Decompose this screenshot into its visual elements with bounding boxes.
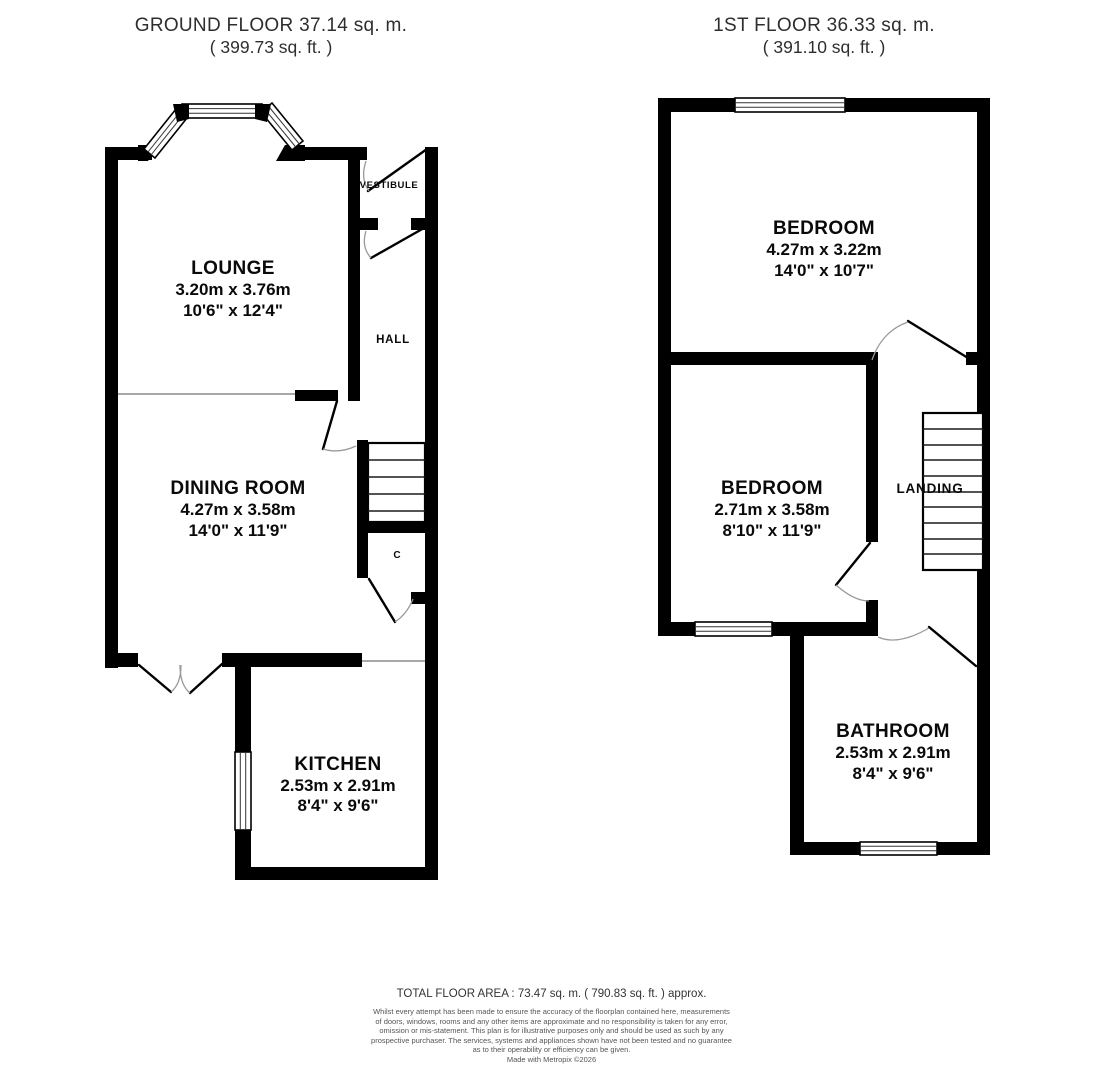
wall-segment — [866, 352, 878, 542]
disclaimer-line: as to their operability or efficiency can be given. — [472, 1045, 631, 1055]
bedroom-back-label: BEDROOM — [720, 478, 824, 499]
bedroom-front-metric: 4.27m x 3.22m — [766, 240, 882, 259]
bedroom-back-imperial: 8'10" x 11'9" — [722, 521, 822, 540]
bedroom-back-metric: 2.71m x 3.58m — [714, 500, 830, 519]
ground-floor-title-line1: GROUND FLOOR 37.14 sq. m. — [134, 15, 408, 36]
wall-segment — [425, 147, 438, 880]
bathroom-imperial: 8'4" x 9'6" — [852, 764, 934, 783]
window-pane — [235, 752, 251, 830]
wall-segment — [357, 440, 368, 578]
wall-segment — [411, 592, 425, 604]
wall-segment — [235, 867, 425, 880]
lounge-imperial: 10'6" x 12'4" — [183, 301, 283, 320]
door-arc — [836, 585, 869, 601]
bedroom-front-door — [872, 321, 968, 360]
landing-label: LANDING — [896, 481, 964, 496]
kitchen-imperial: 8'4" x 9'6" — [297, 796, 379, 815]
door-leaf — [323, 401, 337, 449]
window-pane — [695, 622, 772, 636]
door-leaf — [371, 228, 424, 258]
wall-segment — [790, 622, 804, 855]
disclaimer-line: of doors, windows, rooms and any other items are approximate and no responsibility is taken for any error, — [375, 1016, 728, 1026]
bedroom-front-window — [735, 98, 845, 112]
wall-segment — [105, 147, 118, 668]
bedroom-front-label: BEDROOM — [772, 218, 876, 239]
bathroom-window — [860, 842, 937, 855]
disclaimer — [0, 1007, 1103, 1065]
lounge-metric: 3.20m x 3.76m — [175, 280, 291, 299]
footer — [0, 988, 1103, 1065]
window-pane — [860, 842, 937, 855]
kitchen-label: KITCHEN — [294, 754, 382, 775]
bedroom-front-imperial: 14'0" x 10'7" — [774, 261, 874, 280]
lounge-label: LOUNGE — [191, 258, 275, 279]
disclaimer-line: Whilst every attempt has been made to ensure the accuracy of the floorplan contained here, measurements — [373, 1007, 730, 1016]
stairs-outline — [368, 443, 425, 522]
door-leaf — [139, 665, 171, 692]
metropix-credit: Made with Metropix ©2026 — [506, 1054, 597, 1064]
dining-double-doors — [139, 664, 222, 693]
bedroom-back-window — [695, 622, 772, 636]
total-floor-area: TOTAL FLOOR AREA : 73.47 sq. m. ( 790.83 sq. ft. ) approx. — [396, 988, 707, 1000]
bay-window-centre-pane — [182, 104, 262, 118]
wall-segment — [348, 218, 378, 230]
dining-room-metric: 4.27m x 3.58m — [180, 500, 296, 519]
vestibule-label: VESTIBULE — [359, 180, 419, 191]
kitchen-metric: 2.53m x 2.91m — [280, 776, 396, 795]
bedroom-back-door — [836, 543, 870, 601]
kitchen-window — [235, 752, 251, 830]
wall-segment — [966, 352, 990, 365]
ground-floor-title-line2: ( 399.73 sq. ft. ) — [209, 37, 333, 57]
door-leaf — [190, 664, 222, 693]
bathroom-door — [878, 627, 976, 666]
disclaimer-line: prospective purchaser. The services, systems and appliances shown have not been tested and no guarantee — [371, 1035, 732, 1045]
bay-window — [138, 103, 305, 161]
disclaimer-line: omission or mis-statement. This plan is for illustrative purposes only and should be used as such by any — [379, 1026, 724, 1036]
hall-label: HALL — [376, 334, 410, 346]
ground-floor-plan — [105, 103, 438, 880]
window-pane — [735, 98, 845, 112]
door-leaf — [908, 321, 968, 358]
door-arc — [364, 231, 371, 258]
ground-floor-stairs — [368, 443, 425, 522]
wall-segment — [105, 653, 138, 667]
bathroom-metric: 2.53m x 2.91m — [835, 743, 951, 762]
wall-segment — [658, 352, 870, 365]
dining-room-label: DINING ROOM — [170, 478, 306, 499]
wall-segment — [658, 98, 671, 635]
wall-segment — [348, 158, 360, 401]
first-floor-title-line2: ( 391.10 sq. ft. ) — [762, 37, 886, 57]
door-leaf — [369, 579, 395, 622]
dining-hall-door — [323, 401, 356, 451]
door-leaf — [836, 543, 870, 585]
door-arc — [878, 628, 929, 640]
bathroom-label: BATHROOM — [836, 721, 950, 742]
first-floor-title-line1: 1ST FLOOR 36.33 sq. m. — [713, 15, 935, 36]
wall-segment — [295, 390, 338, 401]
door-leaf — [929, 627, 976, 666]
cupboard-door — [369, 579, 413, 622]
door-arc — [323, 446, 356, 451]
vestibule-door — [364, 228, 424, 258]
dining-room-imperial: 14'0" x 11'9" — [188, 521, 288, 540]
first-floor-plan — [658, 98, 990, 855]
cupboard-label: C — [393, 550, 401, 561]
door-arc — [395, 599, 413, 622]
